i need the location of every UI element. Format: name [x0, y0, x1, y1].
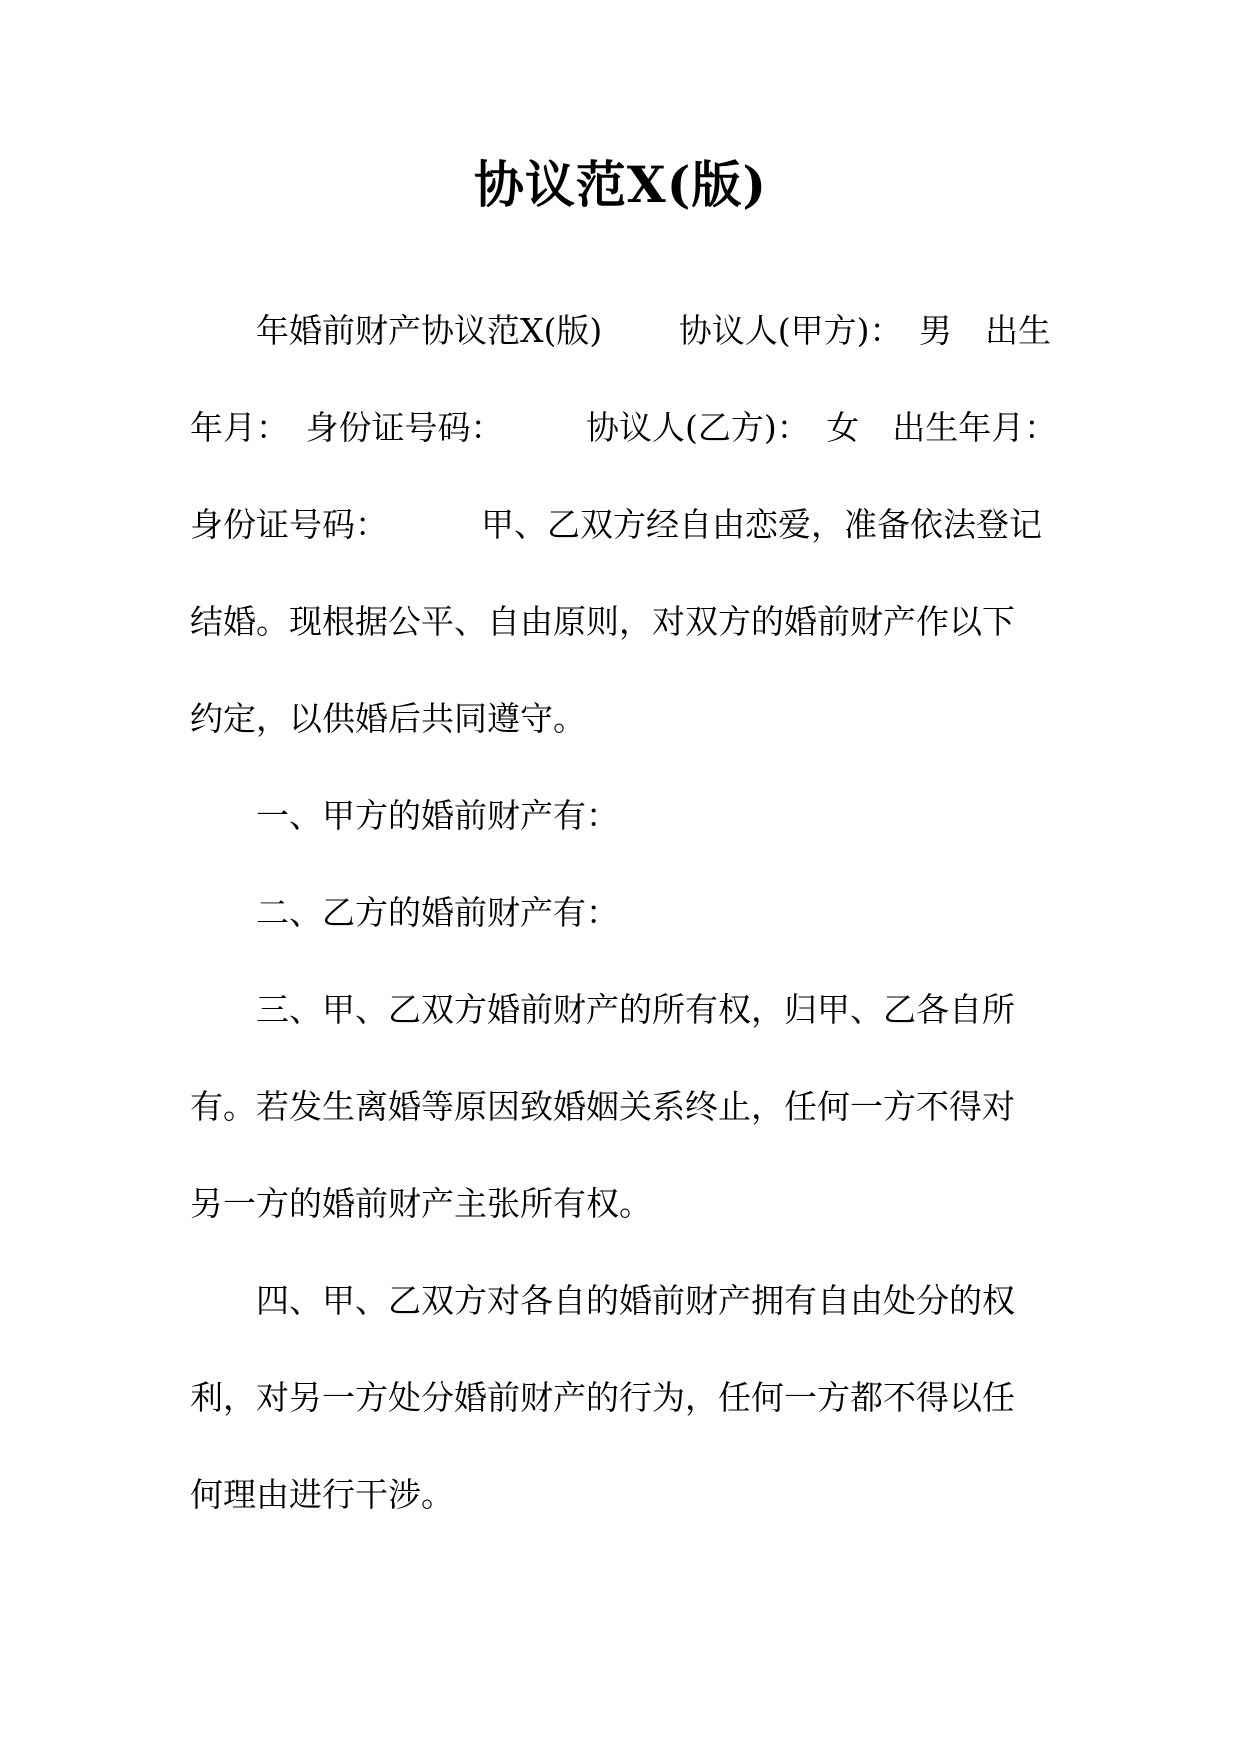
text-line: 年月： 身份证号码： 协议人(乙方)： 女 出生年月：: [190, 408, 1058, 447]
clause-heading: 一、甲方的婚前财产有：: [256, 796, 619, 835]
text-line: 年婚前财产协议范X(版) 协议人(甲方)： 男 出生: [256, 311, 1051, 350]
text-line: 身份证号码： 甲、乙双方经自由恋爱，准备依法登记: [190, 505, 1042, 544]
text-line: 四、甲、乙双方对各自的婚前财产拥有自由处分的权: [256, 1281, 1015, 1320]
text-line: 结婚。现根据公平、自由原则，对双方的婚前财产作以下: [190, 602, 1015, 641]
clause-heading: 二、乙方的婚前财产有：: [256, 893, 619, 932]
text-line: 有。若发生离婚等原因致婚姻关系终止，任何一方不得对: [190, 1087, 1015, 1126]
text-line: 另一方的婚前财产主张所有权。: [190, 1184, 652, 1223]
text-line: 利，对另一方处分婚前财产的行为，任何一方都不得以任: [190, 1378, 1015, 1417]
text-line: 三、甲、乙双方婚前财产的所有权，归甲、乙各自所: [256, 990, 1015, 1029]
text-line: 约定，以供婚后共同遵守。: [190, 699, 586, 738]
document-title: 协议范X(版): [473, 155, 768, 214]
text-line: 何理由进行干涉。: [190, 1475, 454, 1514]
